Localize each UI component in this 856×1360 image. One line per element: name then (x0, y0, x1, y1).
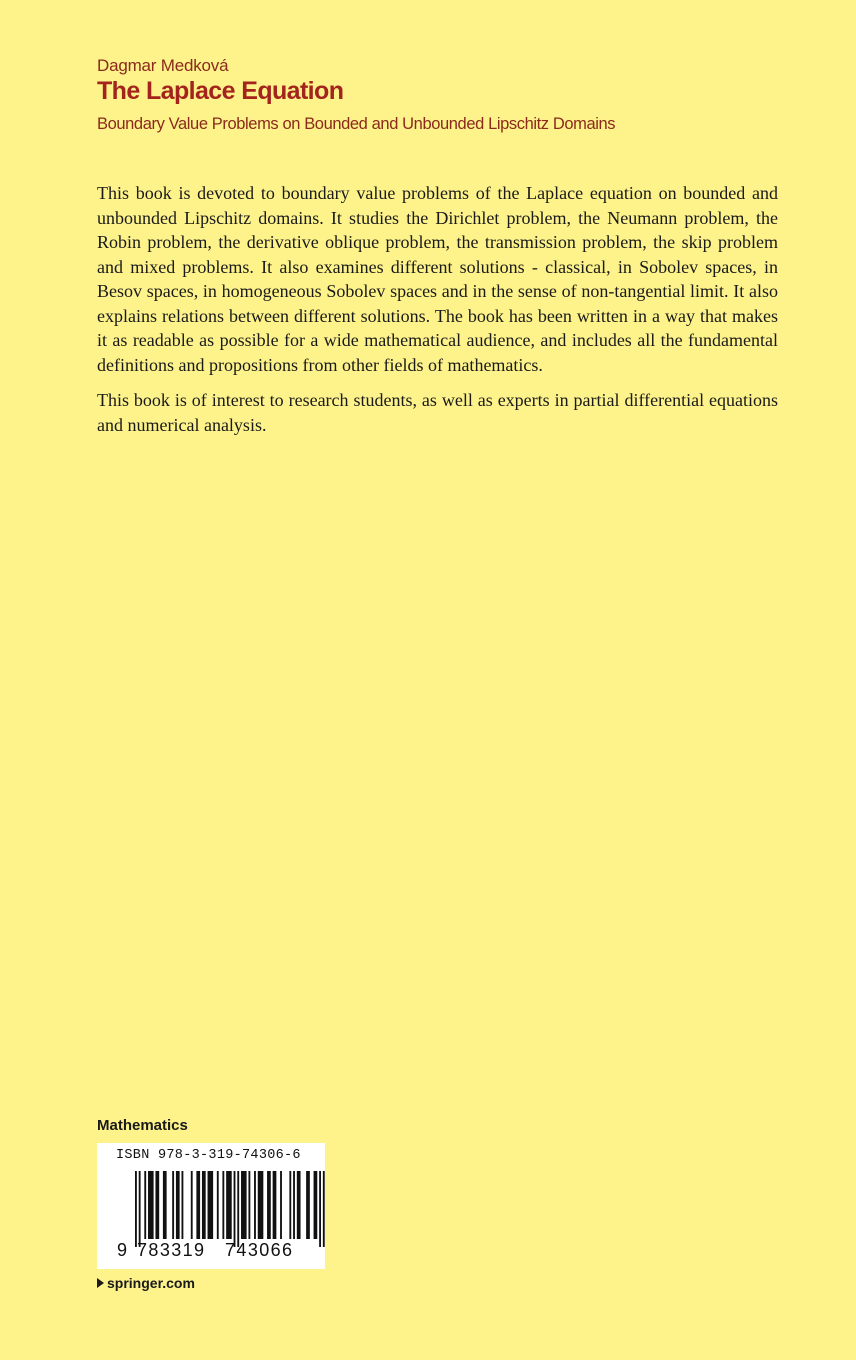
book-description (97, 181, 778, 448)
barcode-bar (314, 1171, 318, 1239)
barcode-bar (155, 1171, 159, 1239)
barcode-bar (217, 1171, 219, 1239)
barcode-bar (172, 1171, 174, 1239)
website-link[interactable]: springer.com (107, 1275, 195, 1291)
barcode-bar (139, 1171, 141, 1247)
barcode-bar (267, 1171, 271, 1239)
barcode-bar (196, 1171, 200, 1239)
barcode-bar (135, 1171, 137, 1247)
barcode-bar (191, 1171, 193, 1239)
arrow-right-icon (97, 1278, 104, 1288)
barcode-bar (226, 1171, 232, 1239)
barcode-bar (148, 1171, 154, 1239)
isbn-label: ISBN 978-3-319-74306-6 (116, 1148, 301, 1163)
barcode-bar (144, 1171, 146, 1239)
barcode-bar (289, 1171, 291, 1239)
barcode-bar (182, 1171, 184, 1239)
barcode-bar (273, 1171, 277, 1239)
subject-category: Mathematics (97, 1117, 188, 1134)
barcode-bar (222, 1171, 224, 1239)
isbn-barcode (97, 1143, 325, 1269)
barcode-bar (319, 1171, 321, 1247)
barcode-digits-left: 783319 (137, 1240, 206, 1260)
barcode-bar (202, 1171, 206, 1239)
barcode-digits-right: 743066 (225, 1240, 294, 1260)
barcode-bar (306, 1171, 310, 1239)
barcode-bar (258, 1171, 264, 1239)
barcode-bar (323, 1171, 325, 1247)
barcode-bar (163, 1171, 167, 1239)
author-name: Dagmar Medková (97, 56, 229, 75)
description-paragraph: This book is of interest to research students, as well as experts in partial differential equations and numerical analysis. (97, 390, 778, 435)
barcode-bar (176, 1171, 180, 1239)
barcode-bar (208, 1171, 214, 1239)
barcode-bar (254, 1171, 256, 1239)
publisher-website[interactable] (97, 1275, 195, 1291)
barcode-digit-first: 9 (117, 1240, 128, 1260)
barcode-bar (234, 1171, 236, 1247)
book-title: The Laplace Equation (97, 77, 344, 105)
barcode-bar (248, 1171, 250, 1239)
barcode-bar (241, 1171, 247, 1239)
barcode-bar (297, 1171, 301, 1239)
barcode-bar (237, 1171, 239, 1247)
barcode-bar (280, 1171, 282, 1239)
book-subtitle: Boundary Value Problems on Bounded and Unbounded Lipschitz Domains (97, 115, 616, 133)
description-paragraph: This book is devoted to boundary value problems of the Laplace equation on bounded and unbounded Lipschitz domains. It studies the Dirichlet problem, the Neumann problem, the Robin problem, the derivative oblique problem, the transmission problem, the skip problem and mixed problems. It also examines different solutions - classical, in Sobolev spaces, in Besov spaces, in homogeneous Sobolev spaces and in the sense of non-tangential limit. It also explains relations between different solutions. The book has been written in a way that makes it as readable as possible for a wide mathematical audience, and includes all the fundamental definitions and propositions from other fields of mathematics. (97, 183, 778, 375)
barcode-bar (293, 1171, 295, 1239)
